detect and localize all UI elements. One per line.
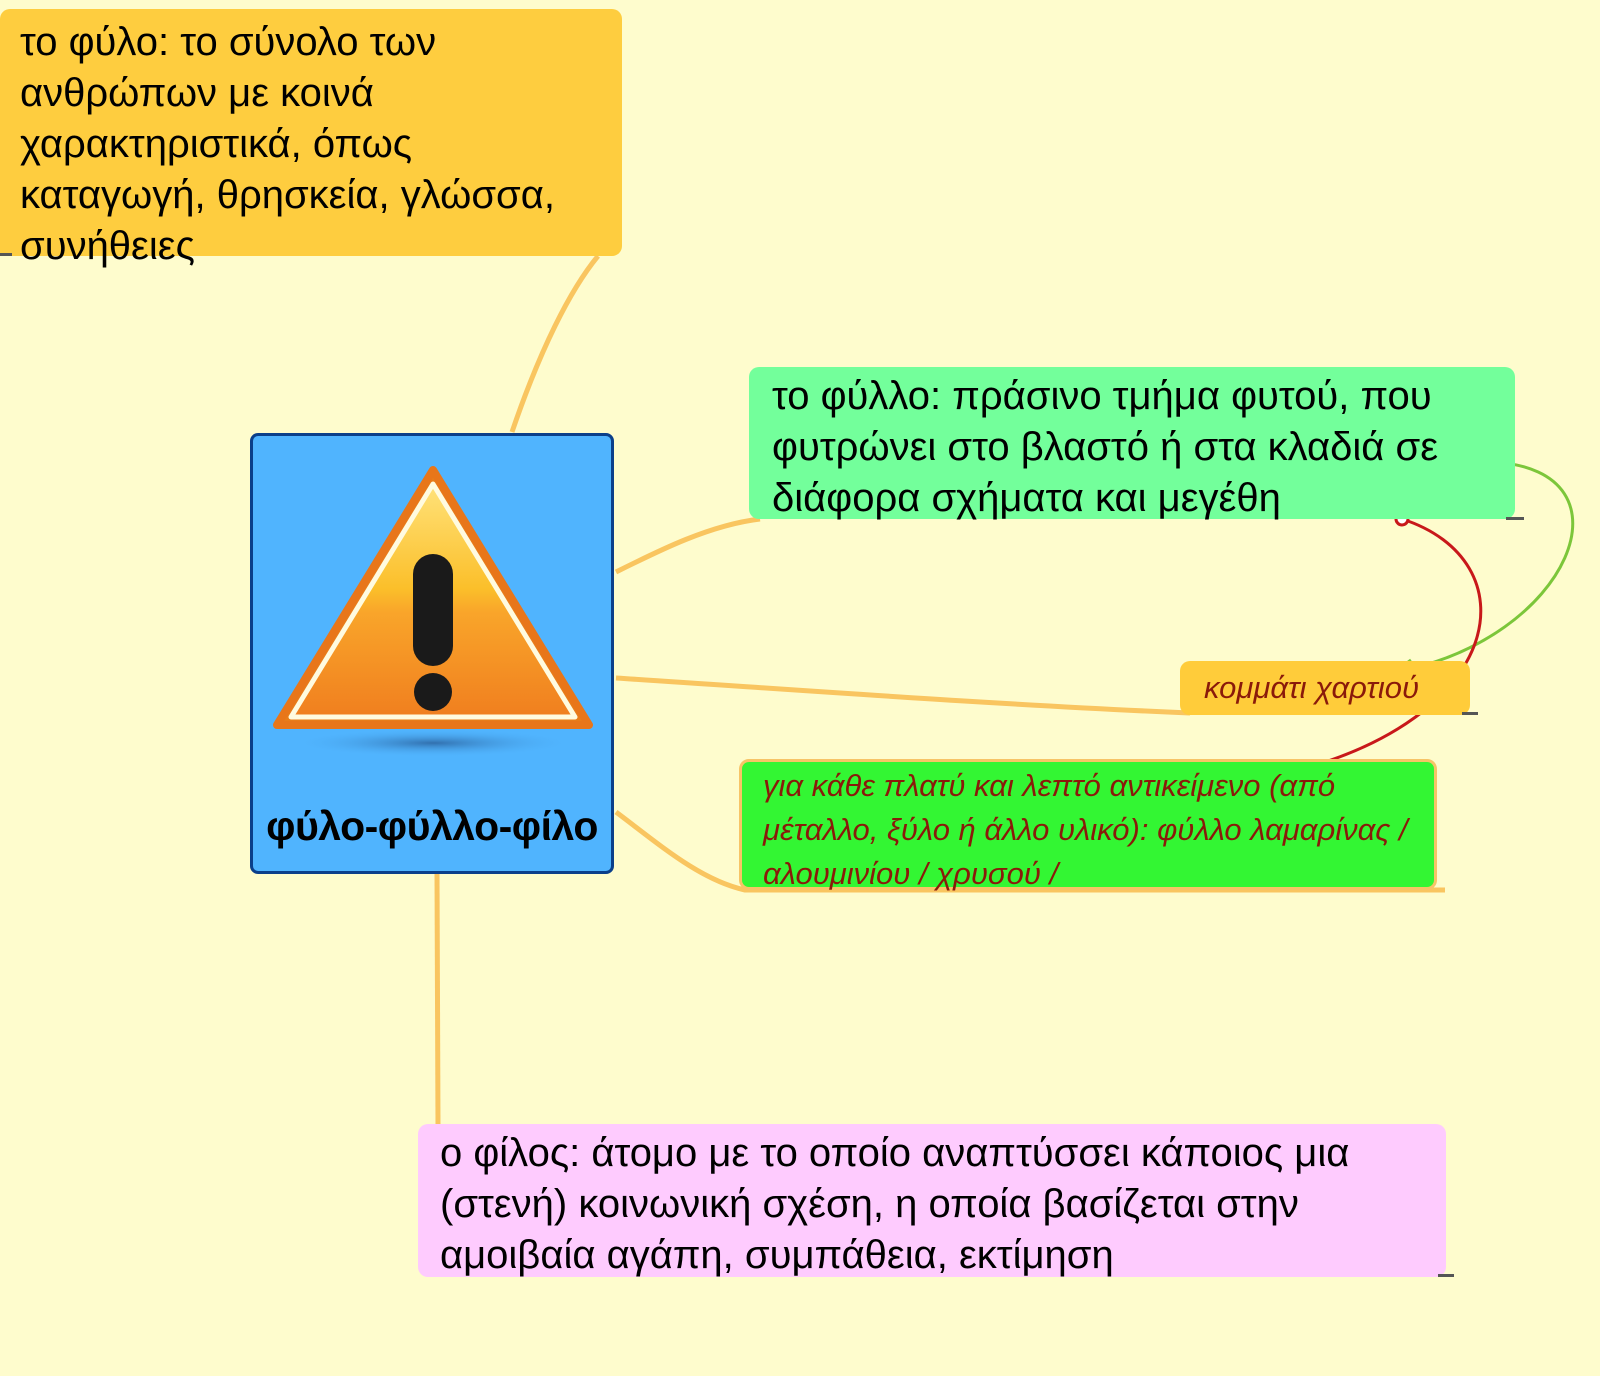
central-topic-label: φύλο-φύλλο-φίλο bbox=[266, 803, 598, 849]
branch-to-filos bbox=[437, 874, 438, 1125]
topic-fylo[interactable] bbox=[0, 9, 622, 268]
topic-fyllo-text: το φύλλο: πράσινο τμήμα φυτού, που φυτρώνει στο βλαστό ή στα κλαδιά σε διάφορα σχήματα και μεγέθη bbox=[772, 374, 1439, 520]
topic-fylo-text: το φύλο: το σύνολο των ανθρώπων με κοινά χαρακτηριστικά, όπως καταγωγή, θρησκεία, γλώσσα, συνήθειες bbox=[20, 20, 555, 268]
topic-fylo-corner bbox=[0, 253, 12, 256]
branch-to-fylo bbox=[512, 256, 598, 432]
central-topic[interactable] bbox=[250, 433, 614, 874]
branch-to-kommati bbox=[616, 678, 1190, 713]
warning-icon bbox=[273, 458, 593, 758]
topic-filos-corner bbox=[1438, 1274, 1454, 1277]
topic-filos[interactable] bbox=[418, 1124, 1446, 1277]
topic-gia[interactable] bbox=[739, 759, 1437, 890]
topic-gia-text: για κάθε πλατύ και λεπτό αντικείμενο (από μέταλλο, ξύλο ή άλλο υλικό): φύλλο λαμαρίνας / αλουμινίου / χρυσού / bbox=[763, 768, 1408, 891]
topic-fyllo-corner bbox=[1506, 517, 1524, 520]
topic-kommati-text: κομμάτι χαρτιού bbox=[1204, 670, 1420, 705]
topic-filos-text: ο φίλος: άτομο με το οποίο αναπτύσσει κάποιος μια (στενή) κοινωνική σχέση, η οποία βασίζεται στην αμοιβαία αγάπη, συμπάθεια, εκτίμηση bbox=[440, 1131, 1350, 1277]
topic-kommati[interactable] bbox=[1180, 661, 1470, 715]
relation-red-arrow bbox=[1283, 519, 1481, 774]
topic-fyllo[interactable] bbox=[749, 367, 1515, 519]
branch-to-fyllo bbox=[616, 519, 760, 572]
topic-kommati-corner bbox=[1462, 712, 1478, 715]
